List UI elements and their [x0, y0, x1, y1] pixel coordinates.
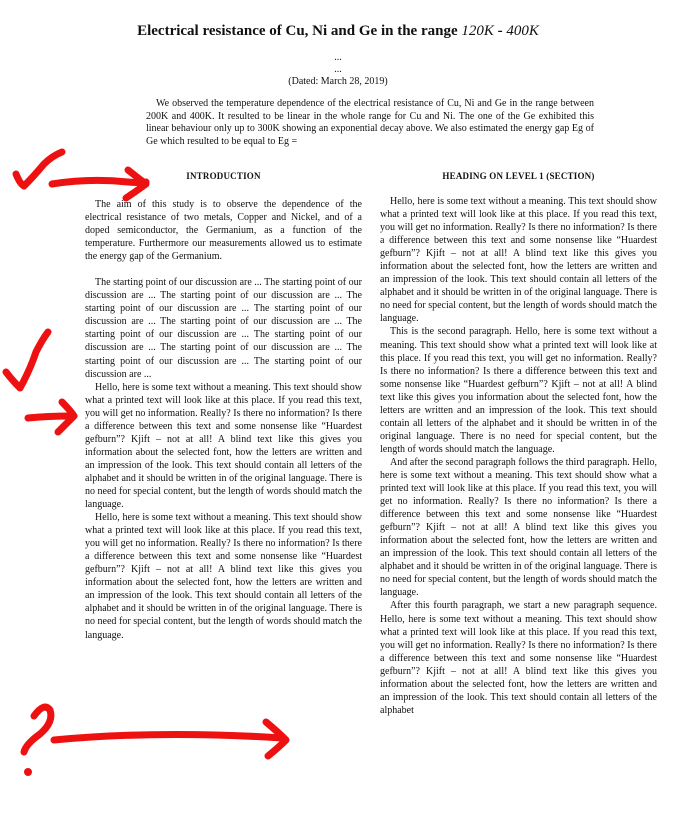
title-dash: - [493, 23, 507, 39]
author-block [0, 52, 676, 88]
section-paragraph-2: This is the second paragraph. Hello, here is some text without a meaning. This text should show what a printed text will look like at this place. If you read this text, you will get no information. Really? Is there no information? Is there a difference between this text and some nonsense like “Huardest gefburn”? Kjift – not at all! A blind text like this gives you information about the selected font, how the letters are written and an impression of the look. This text should contain all letters of the alphabet and it should be written in of the original language. There is no need for special content, but the length of words should match the language. [380, 326, 657, 455]
arrow-head-icon [58, 402, 74, 432]
intro-paragraph-1: The aim of this study is to observe the dependence of the electrical resistance of two metals, Copper and Nickel, and of a doped semiconductor, the Germanium, as a function of the temperature. Furthermore our measurements allowed us to estimate the energy gap of the Germanium. [85, 199, 362, 263]
title-temp-low: 120K [461, 23, 494, 39]
checkmark-icon [16, 152, 62, 186]
arrow-right-icon [54, 734, 282, 740]
introduction-heading: INTRODUCTION [186, 171, 261, 181]
right-column [380, 195, 657, 717]
section-paragraph-4: After this fourth paragraph, we start a new paragraph sequence. Hello, here is some text without a meaning. This text should show what a printed text will look like at this place. If you read this text, you will get no information. Really? Is there no information? Is there a difference between this text and some nonsense like “Huardest gefburn”? Kjift – not at all! A blind text like this gives you information about the selected font, how the letters are written and an impression of the look. This text should contain all letters of the alphabet [380, 600, 657, 716]
affiliation-line: ... [334, 64, 342, 75]
paper-title [0, 22, 676, 40]
author-line: ... [334, 52, 342, 63]
arrow-right-icon [28, 416, 72, 418]
abstract: We observed the temperature dependence of the electrical resistance of Cu, Ni and Ge in the range between 200K and 400K. It resulted to be linear in the whole range for Cu and Ni. The one of the Ge exhibited this linear behaviour only up to 300K showing an exponential decay above. We also estimated the energy gap Eg of Ge which resulted to be equal to Eg = [146, 98, 594, 147]
question-mark-icon [24, 707, 51, 752]
intro-paragraph-4: Hello, here is some text without a meaning. This text should show what a printed text will look like at this place. If you read this text, you will get no information. Really? Is there no information? Is there a difference between this text and some nonsense like “Huardest gefburn”? Kjift – not at all! A blind text like this gives you information about the selected font, how the letters are written and an impression of the look. This text should contain all letters of the alphabet and it should be written in of the original language. There is no need for special content, but the length of words should match the language. [85, 512, 362, 641]
checkmark-icon [6, 332, 48, 388]
section-paragraph-3: And after the second paragraph follows the third paragraph. Hello, here is some text without a meaning. This text should show what a printed text will look like at this place. If you read this text, you will get no information. Really? Is there no information? Is there a difference between this text and some nonsense like “Huardest gefburn”? Kjift – not at all! A blind text like this gives you information about the selected font, how the letters are written and an impression of the look. This text should contain all letters of the alphabet and it should be written in of the original language. There is no need for special content, but the length of words should match the language. [380, 456, 657, 599]
section-heading-level1: HEADING ON LEVEL 1 (SECTION) [442, 171, 595, 181]
title-text: Electrical resistance of Cu, Ni and Ge in the range [137, 23, 462, 39]
question-dot-icon [24, 768, 32, 776]
left-column [85, 198, 362, 642]
intro-paragraph-2: The starting point of our discussion are ... The starting point of our discussion are ... The starting point of our discussion are ... The starting point of our discussion are ... The starting point of our discussion are ... The starting point of our discussion are ... The starting point of our discussion are ... The starting point of our discussion are ... The starting point of our discussion are ... The starting point of our discussion are ... The starting point of our discussion are ... [85, 277, 362, 380]
intro-paragraph-3: Hello, here is some text without a meaning. This text should show what a printed text will look like at this place. If you read this text, you will get no information. Really? Is there no information? Is there a difference between this text and some nonsense like “Huardest gefburn”? Kjift – not at all! A blind text like this gives you information about the selected font, how the letters are written and an impression of the look. This text should contain all letters of the alphabet and it should be written in of the original language. There is no need for special content, but the length of words should match the language. [85, 381, 362, 511]
date-line: (Dated: March 28, 2019) [288, 76, 388, 87]
title-temp-high: 400K [506, 23, 539, 39]
section-paragraph-1: Hello, here is some text without a meaning. This text should show what a printed text will look like at this place. If you read this text, you will get no information. Really? Is there no information? Is there a difference between this text and some nonsense like “Huardest gefburn”? Kjift – not at all! A blind text like this gives you information about the selected font, how the letters are written and an impression of the look. This text should contain all letters of the alphabet and it should be written in of the original language. There is no need for special content, but the length of words should match the language. [380, 196, 657, 325]
arrow-head-icon [266, 722, 286, 756]
